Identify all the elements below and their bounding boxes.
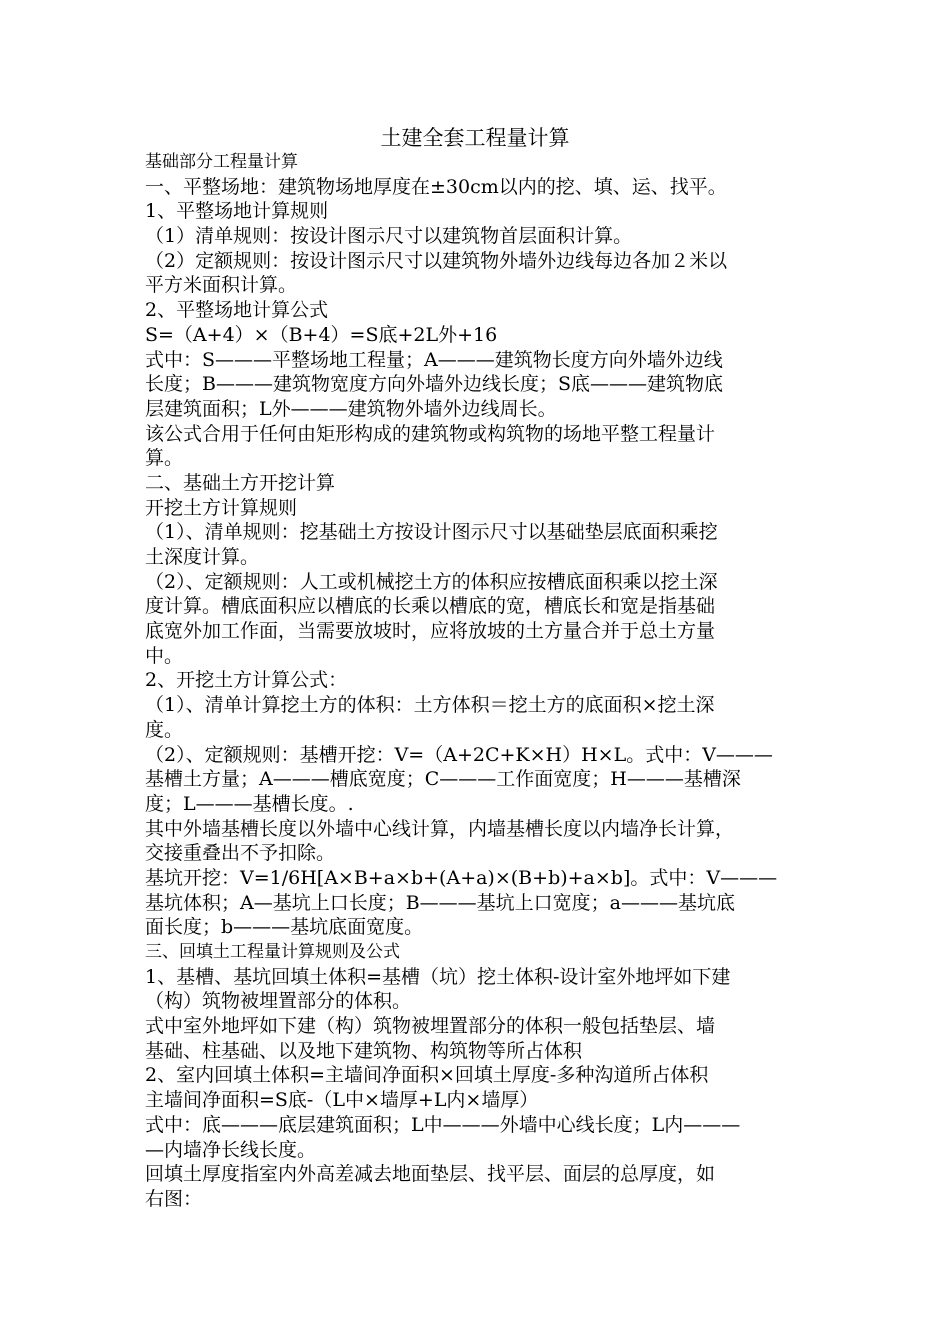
text-line: 三、回填土工程量计算规则及公式 bbox=[145, 942, 400, 962]
text-line: 算。 bbox=[145, 447, 184, 470]
text-line: 基槽土方量；A———槽底宽度；C———工作面宽度；H———基槽深 bbox=[145, 768, 741, 791]
text-line: 基础部分工程量计算 bbox=[145, 152, 298, 172]
text-line: 2、室内回填土体积=主墙间净面积×回填土厚度-多种沟道所占体积 bbox=[145, 1064, 709, 1087]
text-line: 底宽外加工作面，当需要放坡时，应将放坡的土方量合并于总土方量 bbox=[145, 620, 716, 643]
text-line: （2）、定额规则：基槽开挖：V=（A+2C+K×H）H×L。式中：V——— bbox=[145, 743, 773, 766]
text-line: （构）筑物被埋置部分的体积。 bbox=[145, 990, 412, 1013]
text-line: 主墙间净面积=S底-（L中×墙厚+L内×墙厚） bbox=[145, 1089, 539, 1112]
text-line: 该公式合用于任何由矩形构成的建筑物或构筑物的场地平整工程量计 bbox=[145, 422, 716, 445]
text-line: 二、基础土方开挖计算 bbox=[145, 471, 336, 494]
text-line: 开挖土方计算规则 bbox=[145, 496, 298, 519]
text-line: 度；L———基槽长度。. bbox=[145, 792, 354, 815]
text-line: 层建筑面积；L外———建筑物外墙外边线周长。 bbox=[145, 397, 557, 420]
text-line: 中。 bbox=[145, 644, 184, 667]
text-line: 平方米面积计算。 bbox=[145, 274, 298, 297]
text-line: 基础、柱基础、以及地下建筑物、构筑物等所占体积 bbox=[145, 1039, 583, 1062]
text-line: 度。 bbox=[145, 718, 184, 741]
text-line: 2、开挖土方计算公式： bbox=[145, 669, 348, 692]
text-line: 一、平整场地：建筑物场地厚度在±30cm以内的挖、填、运、找平。 bbox=[145, 175, 727, 198]
text-line: （1）、清单规则：挖基础土方按设计图示尺寸以基础垫层底面积乘挖 bbox=[145, 521, 718, 544]
text-line: （2）定额规则：按设计图示尺寸以建筑物外墙外边线每边各加２米以 bbox=[145, 249, 728, 272]
text-line: 右图： bbox=[145, 1187, 203, 1210]
text-line: —内墙净长线长度。 bbox=[145, 1138, 317, 1161]
text-line: 土深度计算。 bbox=[145, 546, 260, 568]
text-line: 基坑体积；A—基坑上口长度；B———基坑上口宽度；a———基坑底 bbox=[145, 891, 736, 914]
text-line: 式中：S———平整场地工程量；A———建筑物长度方向外墙外边线 bbox=[145, 348, 723, 371]
text-line: 度计算。槽底面积应以槽底的长乘以槽底的宽，槽底长和宽是指基础 bbox=[145, 595, 716, 618]
text-line: 2、平整场地计算公式 bbox=[145, 299, 329, 322]
text-line: （1）清单规则：按设计图示尺寸以建筑物首层面积计算。 bbox=[145, 225, 633, 248]
document-body bbox=[145, 150, 815, 1212]
text-line: 长度；B———建筑物宽度方向外墙外边线长度；S底———建筑物底 bbox=[145, 373, 723, 396]
text-line: 交接重叠出不予扣除。 bbox=[145, 842, 336, 865]
text-line: 其中外墙基槽长度以外墙中心线计算，内墙基槽长度以内墙净长计算， bbox=[145, 817, 735, 840]
text-line: （2）、定额规则：人工或机械挖土方的体积应按槽底面积乘以挖土深 bbox=[145, 570, 718, 593]
text-line: 回填土厚度指室内外高差减去地面垫层、找平层、面层的总厚度，如 bbox=[145, 1163, 716, 1186]
text-line: S=（A+4）×（B+4）=S底+2L外+16 bbox=[145, 323, 498, 346]
text-line: 面长度；b———基坑底面宽度。 bbox=[145, 916, 424, 939]
document-title: 土建全套工程量计算 bbox=[380, 126, 570, 150]
text-line: （1）、清单计算挖土方的体积：土方体积＝挖土方的底面积×挖土深 bbox=[145, 694, 715, 717]
text-line: 1、平整场地计算规则 bbox=[145, 200, 329, 223]
text-line: 式中室外地坪如下建（构）筑物被埋置部分的体积一般包括垫层、墙 bbox=[145, 1015, 716, 1038]
text-line: 基坑开挖：V=1/6H[A×B+a×b+(A+a)×(B+b)+a×b]。式中：V——— bbox=[145, 866, 778, 889]
text-line: 1、基槽、基坑回填土体积=基槽（坑）挖土体积-设计室外地坪如下建 bbox=[145, 965, 731, 988]
text-line: 式中：底———底层建筑面积；L中———外墙中心线长度；L内——— bbox=[145, 1113, 741, 1136]
